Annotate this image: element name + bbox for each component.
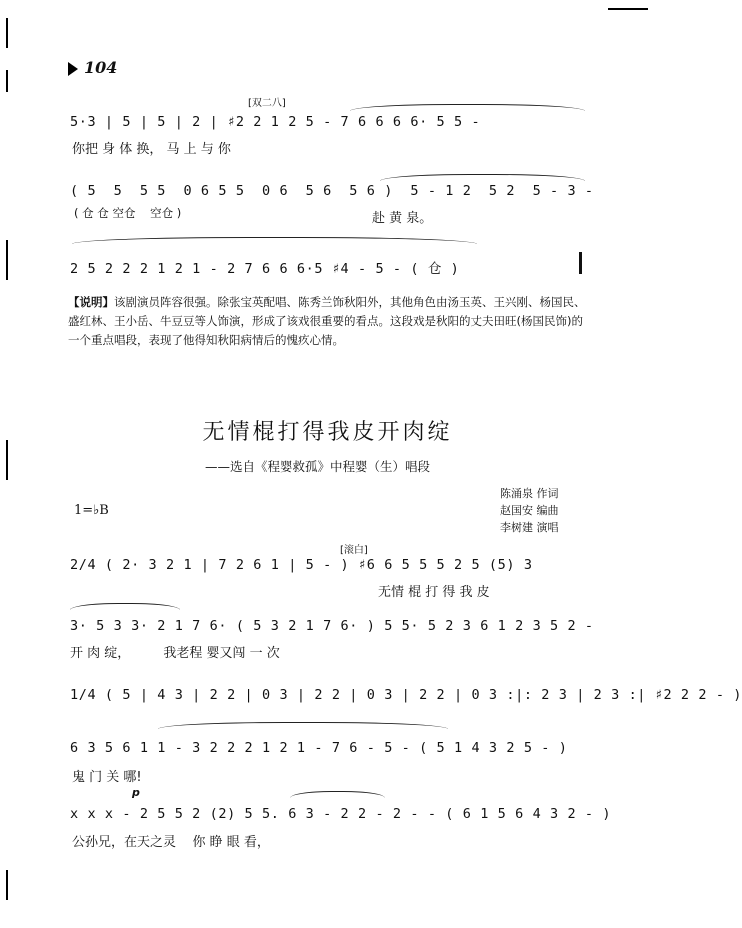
piece-row2-lyrics: 开 肉 绽， 我老程 婴又闯 一 次 bbox=[70, 646, 280, 661]
explanation-label: 【说明】 bbox=[68, 295, 114, 309]
piece-row1-notes: 2/4 ( 2· 3 2 1 | 7 2 6 1 | 5 - ) ♯6 6 5 5 5 2 5 (5) 3 bbox=[70, 557, 533, 573]
dynamic-marking: p bbox=[132, 786, 140, 799]
slur bbox=[350, 104, 585, 111]
margin-mark bbox=[6, 18, 8, 48]
credit-singer: 李树建 演唱 bbox=[500, 521, 559, 534]
piece-row2-notes: 3· 5 3 3· 2 1 7 6· ( 5 3 2 1 7 6· ) 5 5· 5 2 3 6 1 2 3 5 2 - bbox=[70, 618, 594, 634]
margin-mark bbox=[6, 870, 8, 900]
score1-line1-lyrics: 你把 身 体 换， 马 上 与 你 bbox=[72, 142, 231, 157]
final-barline bbox=[579, 252, 582, 274]
explanation bbox=[68, 293, 588, 350]
page-number: 104 bbox=[68, 58, 117, 77]
piece-row5-lyrics: 公孙兄，在天之灵 你 睁 眼 看， bbox=[72, 835, 270, 850]
slur bbox=[380, 174, 585, 181]
score1-line2-percussion: ( 仓 仓 空仓 空仓 ) bbox=[74, 206, 182, 220]
slur bbox=[158, 722, 448, 729]
slur bbox=[70, 603, 180, 610]
score1-line1-notes: 5·3 | 5 | 5 | 2 | ♯2 2 1 2 5 - 7 6 6 6 6· 5 5 - bbox=[70, 114, 481, 130]
piece-row5-notes: x x x - 2 5 5 2 (2) 5 5. 6 3 - 2 2 - 2 - - ( 6 1 5 6 4 3 2 - ) bbox=[70, 806, 612, 822]
piece-row1-lyrics: 无情 棍 打 得 我 皮 bbox=[378, 585, 490, 600]
margin-mark bbox=[6, 70, 8, 92]
margin-mark bbox=[6, 440, 8, 480]
slur bbox=[72, 237, 477, 244]
margin-mark bbox=[6, 240, 8, 280]
credit-arranger: 赵国安 编曲 bbox=[500, 504, 559, 517]
piece-title: 无情棍打得我皮开肉绽 bbox=[202, 420, 453, 445]
score1-line3-notes: 2 5 2 2 2 1 2 1 - 2 7 6 6 6·5 ♯4 - 5 - ( 仓 ) bbox=[70, 261, 460, 277]
credit-lyricist: 陈涌泉 作词 bbox=[500, 487, 559, 500]
tag-shuang-er-ba: [双二八] bbox=[248, 98, 286, 109]
piece-row4-lyrics: 鬼 门 关 哪! bbox=[72, 770, 142, 785]
piece-subtitle: ——选自《程婴救孤》中程婴（生）唱段 bbox=[205, 459, 431, 474]
piece-row4-notes: 6 3 5 6 1 1 - 3 2 2 2 1 2 1 - 7 6 - 5 - ( 5 1 4 3 2 5 - ) bbox=[70, 740, 568, 756]
score1-line2-notes: ( 5 5 5 5 0 6 5 5 0 6 5 6 5 6 ) 5 - 1 2 5 2 5 - 3 - bbox=[70, 183, 594, 199]
key-signature: 1=♭B bbox=[74, 503, 109, 518]
slur bbox=[290, 791, 385, 798]
explanation-text: 该剧演员阵容很强。除张宝英配唱、陈秀兰饰秋阳外，其他角色由汤玉英、王兴刚、杨国民、盛红林、王小岳、牛豆豆等人饰演，形成了该戏很重要的看点。这段戏是秋阳的丈夫田旺(杨国民饰)的一个重点唱段，表现了他得知秋阳病情后的愧疚心情。 bbox=[68, 295, 586, 347]
score1-line2-lyrics: 赴 黄 泉。 bbox=[372, 211, 433, 226]
margin-mark bbox=[608, 8, 648, 10]
tag-gun-bai: [滚白] bbox=[340, 545, 368, 556]
page-arrow-icon bbox=[68, 62, 78, 76]
piece-row3-notes: 1/4 ( 5 | 4 3 | 2 2 | 0 3 | 2 2 | 0 3 | 2 2 | 0 3 :|: 2 3 | 2 3 :| ♯2 2 2 - ) bbox=[70, 687, 742, 703]
